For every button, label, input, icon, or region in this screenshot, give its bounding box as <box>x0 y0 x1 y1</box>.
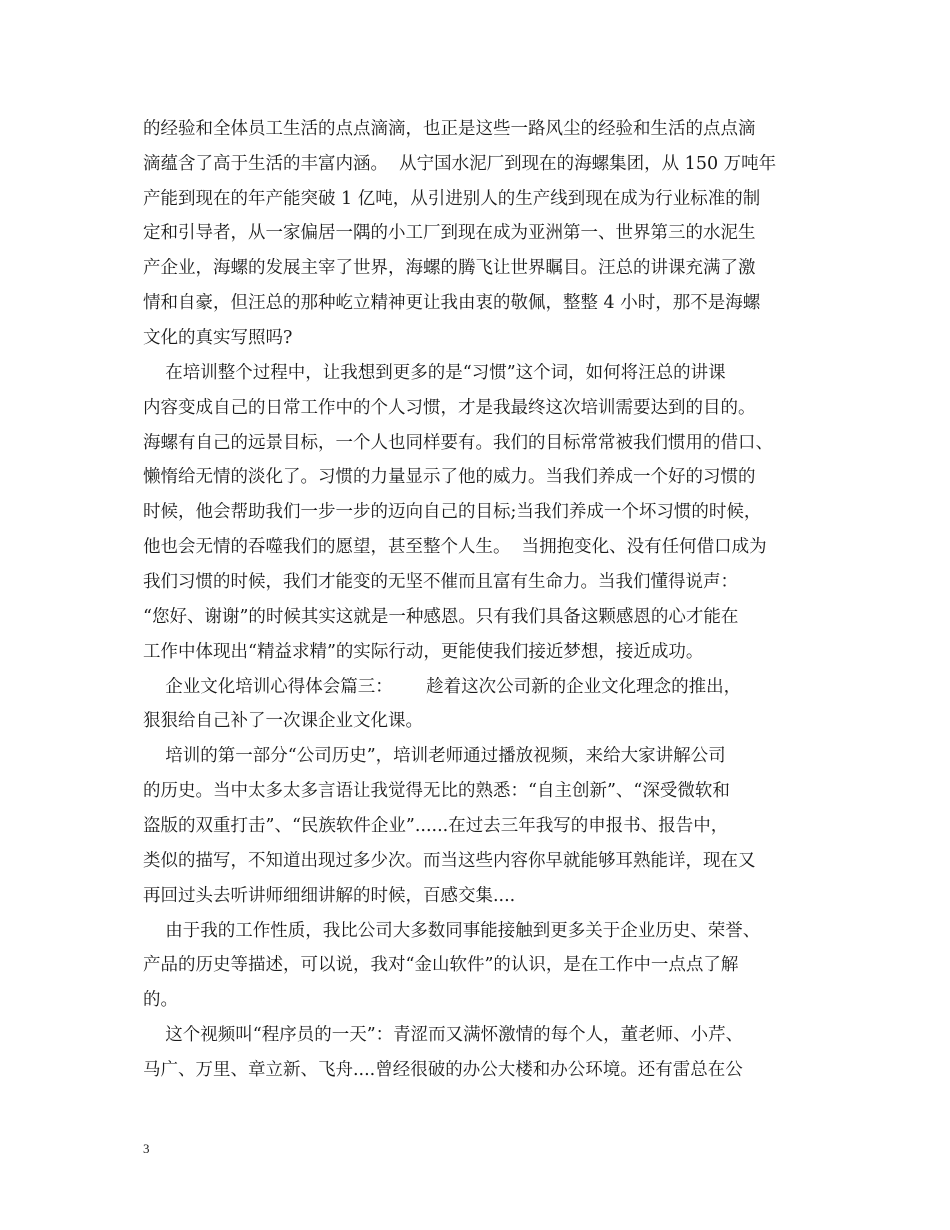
page-number: 3 <box>143 1141 150 1156</box>
text-line: 定和引导者，从一家偏居一隅的小工厂到现在成为亚洲第一、世界第三的水泥生 <box>143 223 756 243</box>
text-line: 由于我的工作性质，我比公司大多数同事能接触到更多关于企业历史、荣誉、 <box>143 921 761 941</box>
text-line: 狠狠给自己补了一次课企业文化课。 <box>143 711 423 731</box>
text-line: 的经验和全体员工生活的点点滴滴，也正是这些一路风尘的经验和生活的点点滴 <box>143 119 756 139</box>
text-line: 产能到现在的年产能突破 1 亿吨，从引进别人的生产线到现在成为行业标准的制 <box>143 189 761 209</box>
text-line: 海螺有自己的远景目标，一个人也同样要有。我们的目标常常被我们惯用的借口、 <box>143 433 773 453</box>
text-line: 产品的历史等描述，可以说，我对“金山软件”的认识，是在工作中一点点了解 <box>143 955 739 975</box>
text-line: 文化的真实写照吗? <box>143 328 293 348</box>
text-line: 工作中体现出“精益求精”的实际行动，更能使我们接近梦想，接近成功。 <box>143 642 704 662</box>
text-line: 培训的第一部分“公司历史”，培训老师通过播放视频，来给大家讲解公司 <box>143 746 726 766</box>
text-line: 盗版的双重打击”、“民族软件企业”......在过去三年我写的申报书、报告中， <box>143 816 729 836</box>
text-line: 我们习惯的时候，我们才能变的无坚不催而且富有生命力。当我们懂得说声： <box>143 572 738 592</box>
text-line: 在培训整个过程中，让我想到更多的是“习惯”这个词，如何将汪总的讲课 <box>143 363 726 383</box>
text-line: 再回过头去听讲师细细讲解的时候，百感交集.... <box>143 886 516 906</box>
text-line: 时候，他会帮助我们一步一步的迈向自己的目标;当我们养成一个坏习惯的时候， <box>143 502 762 522</box>
text-line: 这个视频叫“程序员的一天”：青涩而又满怀激情的每个人，董老师、小芹、 <box>143 1025 744 1045</box>
text-line: 的历史。当中太多太多言语让我觉得无比的熟悉：“自主创新”、“深受微软和 <box>143 781 730 801</box>
text-line: 情和自豪，但汪总的那种屹立精神更让我由衷的敬佩，整整 4 小时，那不是海螺 <box>143 293 761 313</box>
text-line: 懒惰给无情的淡化了。习惯的力量显示了他的威力。当我们养成一个好的习惯的 <box>143 467 756 487</box>
text-line: “您好、谢谢”的时候其实这就是一种感恩。只有我们具备这颗感恩的心才能在 <box>143 607 739 627</box>
text-line: 的。 <box>143 990 178 1010</box>
text-line: 企业文化培训心得体会篇三： 趁着这次公司新的企业文化理念的推出， <box>143 677 742 697</box>
text-line: 内容变成自己的日常工作中的个人习惯，才是我最终这次培训需要达到的目的。 <box>143 398 756 418</box>
text-line: 产企业，海螺的发展主宰了世界，海螺的腾飞让世界瞩目。汪总的讲课充满了激 <box>143 258 756 278</box>
text-line: 马广、万里、章立新、飞舟....曾经很破的办公大楼和办公环境。还有雷总在公 <box>143 1060 743 1080</box>
text-line: 他也会无情的吞噬我们的愿望，甚至整个人生。 当拥抱变化、没有任何借口成为 <box>143 537 767 557</box>
text-line: 类似的描写，不知道出现过多少次。而当这些内容你早就能够耳熟能详，现在又 <box>143 851 756 871</box>
text-line: 滴蕴含了高于生活的丰富内涵。 从宁国水泥厂到现在的海螺集团，从 150 万吨年 <box>143 154 777 174</box>
